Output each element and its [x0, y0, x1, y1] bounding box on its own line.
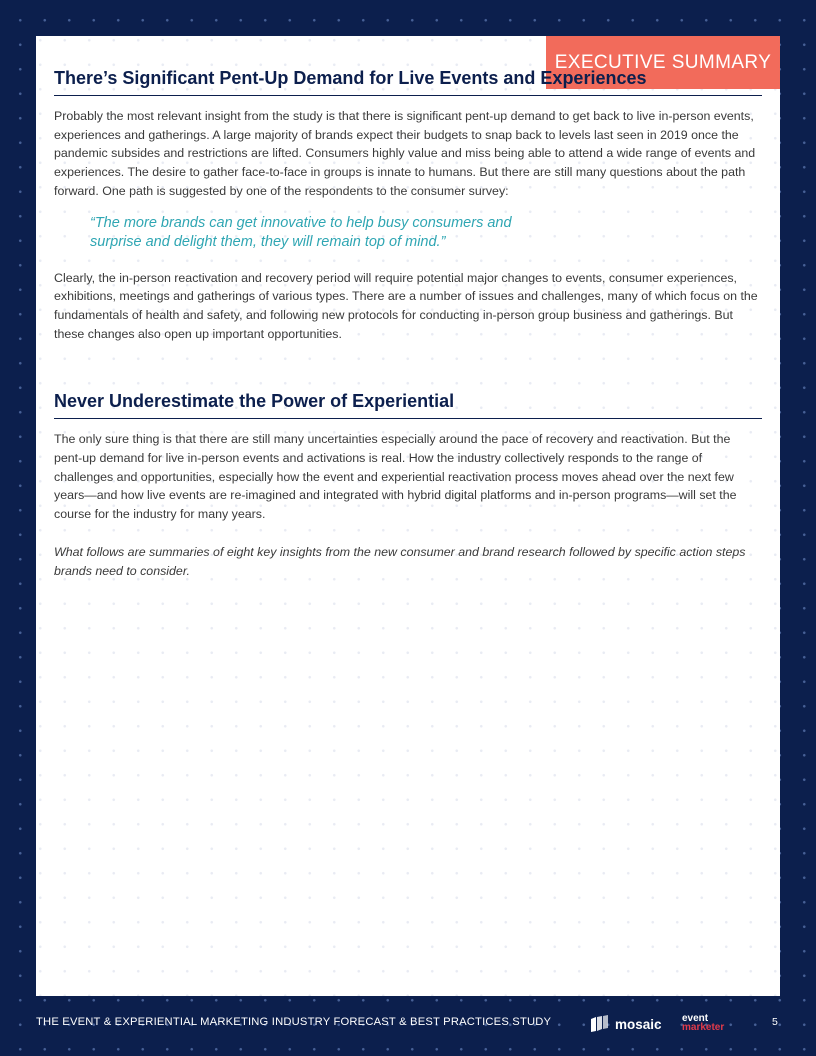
- section1-paragraph2: Clearly, the in-person reactivation and recovery period will require potential major changes to events, consumer experiences, exhibitions, meetings and gatherings of various types. There are a number of issues and challenges, many of which focus on the fundamentals of health and safety, and following new protocols for conducting in-person group business and gatherings. But these changes also open up important opportunities.: [54, 270, 758, 341]
- section2-paragraph1: The only sure thing is that there are still many uncertainties especially around the pace of recovery and reactivation. But the pent-up demand for live in-person events and activations is real. How the industry collectively responds to the range of challenges and opportunities, especially how the event and experiential reactivation process moves ahead over the next few years—and how live events are re-imagined and integrated with hybrid digital platforms and in-person programs—will set the course for the industry for many years.: [54, 432, 737, 522]
- mosaic-logo-text: mosaic: [615, 1016, 662, 1032]
- section2-title: Never Underestimate the Power of Experiential: [54, 391, 762, 419]
- section1-title: There’s Significant Pent-Up Demand for Live Events and Experiences: [54, 68, 762, 96]
- mosaic-logo-icon: [590, 1015, 610, 1033]
- section-tab: EXECUTIVE SUMMARY: [546, 36, 780, 89]
- section2-paragraph2: What follows are summaries of eight key insights from the new consumer and brand research followed by specific action steps brands need to consider.: [54, 544, 746, 578]
- pull-quote: “The more brands can get innovative to help busy consumers and surprise and delight them, they will remain top of mind.”: [90, 214, 512, 251]
- event-marketer-logo-line1: event: [682, 1013, 709, 1024]
- page-number: 5: [772, 1016, 778, 1028]
- page-sheet: [36, 36, 780, 996]
- page-content: [54, 68, 762, 580]
- page-footer: [0, 996, 816, 1056]
- section1-paragraph1: Probably the most relevant insight from the study is that there is significant pent-up demand to get back to live in-person events, experiences and gatherings. A large majority of brands expect their budgets to snap back to levels last seen in 2019 once the pandemic subsides and restrictions are lifted. Consumers highly value and miss being able to attend a wide range of events and experiences. The desire to gather face-to-face in groups is innate to humans. But there are still many questions about the path forward. One path is suggested by one of the respondents to the consumer survey:: [54, 109, 756, 198]
- event-marketer-logo-line2: marketer: [682, 1022, 725, 1033]
- mosaic-logo: [590, 1014, 662, 1034]
- event-marketer-logo: [682, 1014, 724, 1032]
- footer-study-title: THE EVENT & EXPERIENTIAL MARKETING INDUSTRY FORECAST & BEST PRACTICES STUDY: [36, 1016, 552, 1028]
